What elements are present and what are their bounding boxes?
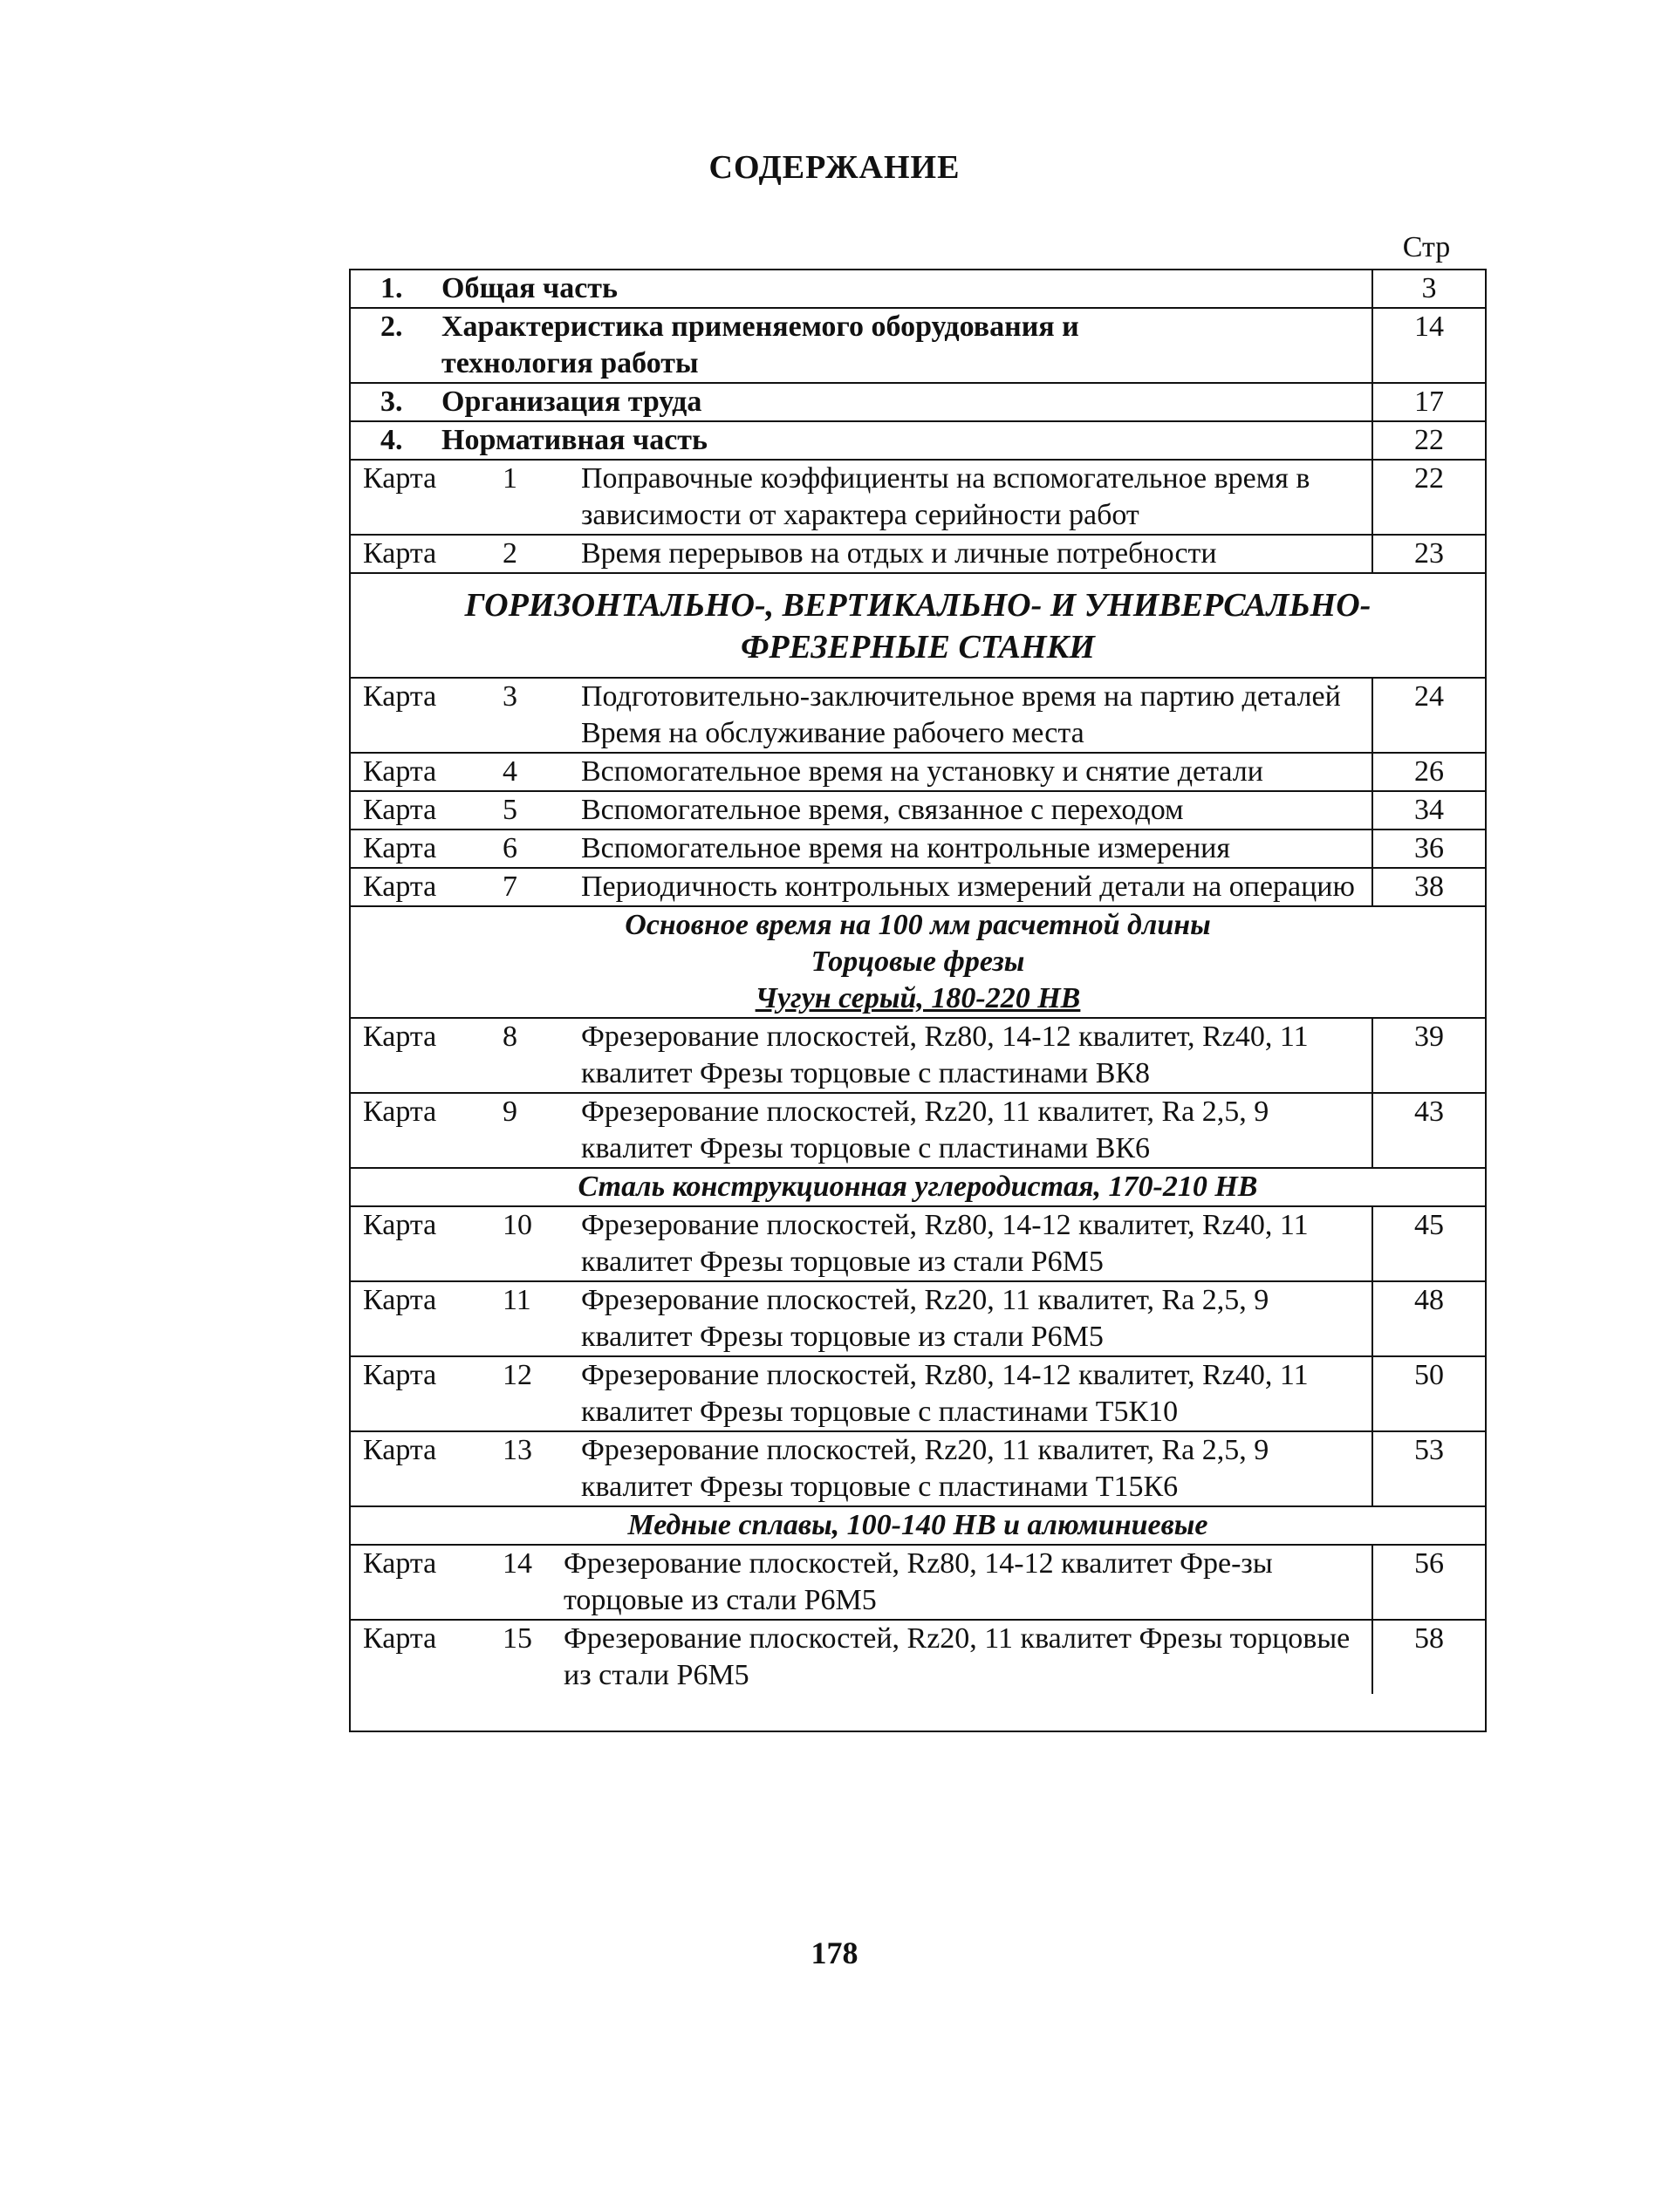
card-title: Периодичность контрольных измерений детали на операцию bbox=[581, 870, 1355, 903]
card-number: 7 bbox=[503, 870, 517, 903]
card-label: Карта bbox=[363, 1434, 437, 1466]
page-ref: 58 bbox=[1371, 1621, 1485, 1694]
card-number: 15 bbox=[503, 1622, 532, 1655]
toc-row bbox=[351, 534, 1485, 572]
page-ref: 34 bbox=[1371, 792, 1485, 829]
page-ref: 50 bbox=[1371, 1357, 1485, 1430]
heading-main-line3: Чугун серый, 180-220 НВ bbox=[755, 982, 1081, 1014]
page-ref: 36 bbox=[1371, 830, 1485, 867]
toc-row bbox=[351, 1280, 1485, 1355]
section-title: Организация труда bbox=[441, 386, 702, 418]
toc-row bbox=[351, 867, 1485, 905]
card-title: Фрезерование плоскостей, Rz20, 11 квалитет Фрезы торцовые из стали Р6М5 bbox=[564, 1622, 1351, 1691]
toc-row bbox=[351, 382, 1485, 420]
card-label: Карта bbox=[363, 462, 437, 495]
page-ref: 39 bbox=[1371, 1019, 1485, 1092]
card-label: Карта bbox=[363, 1209, 437, 1241]
card-label: Карта bbox=[363, 870, 437, 903]
heading-alloys: Медные сплавы, 100-140 НВ и алюминиевые bbox=[627, 1509, 1208, 1541]
card-title: Вспомогательное время на контрольные измерения bbox=[581, 832, 1230, 864]
card-title: Фрезерование плоскостей, Rz20, 11 квалитет, Ra 2,5, 9 квалитет Фрезы торцовые из стали Р6М5 bbox=[581, 1284, 1269, 1353]
page-ref: 23 bbox=[1371, 536, 1485, 572]
page-ref: 43 bbox=[1371, 1094, 1485, 1167]
card-title: Вспомогательное время, связанное с переходом bbox=[581, 794, 1184, 826]
heading-main-line2: Торцовые фрезы bbox=[811, 946, 1025, 978]
card-number: 14 bbox=[503, 1547, 532, 1580]
card-title: Фрезерование плоскостей, Rz80, 14-12 квалитет Фре-зы торцовые из стали Р6М5 bbox=[564, 1547, 1273, 1616]
card-label: Карта bbox=[363, 755, 437, 788]
toc-row bbox=[351, 307, 1485, 382]
page-ref: 26 bbox=[1371, 754, 1485, 790]
toc-row bbox=[351, 1544, 1485, 1619]
card-number: 4 bbox=[503, 755, 517, 788]
toc-row bbox=[351, 752, 1485, 790]
page-ref: 45 bbox=[1371, 1207, 1485, 1280]
page-ref: 56 bbox=[1371, 1546, 1485, 1619]
card-number: 9 bbox=[503, 1096, 517, 1128]
toc-row bbox=[351, 420, 1485, 459]
card-label: Карта bbox=[363, 680, 437, 713]
section-number: 4. bbox=[380, 424, 403, 456]
card-title: Фрезерование плоскостей, Rz20, 11 квалитет, Ra 2,5, 9 квалитет Фрезы торцовые с пластинами Т15К6 bbox=[581, 1434, 1269, 1503]
toc-row bbox=[351, 829, 1485, 867]
card-title: Фрезерование плоскостей, Rz80, 14-12 квалитет, Rz40, 11 квалитет Фрезы торцовые с пластинами ВК8 bbox=[581, 1021, 1309, 1089]
toc-row bbox=[351, 1017, 1485, 1092]
page-ref: 22 bbox=[1371, 422, 1485, 459]
page-number: 178 bbox=[811, 1936, 858, 1970]
group-heading bbox=[351, 1167, 1485, 1205]
page-ref: 38 bbox=[1371, 869, 1485, 905]
card-number: 11 bbox=[503, 1284, 531, 1316]
card-number: 5 bbox=[503, 794, 517, 826]
page-ref: 14 bbox=[1371, 309, 1485, 382]
card-number: 2 bbox=[503, 537, 517, 570]
card-number: 3 bbox=[503, 680, 517, 713]
page-title: СОДЕРЖАНИЕ bbox=[708, 149, 961, 186]
toc-row bbox=[351, 1619, 1485, 1731]
card-title: Фрезерование плоскостей, Rz80, 14-12 квалитет, Rz40, 11 квалитет Фрезы торцовые с пластинами Т5К10 bbox=[581, 1359, 1309, 1428]
toc-row bbox=[351, 790, 1485, 829]
section-title: Нормативная часть bbox=[441, 424, 708, 456]
card-title: Время перерывов на отдых и личные потребности bbox=[581, 537, 1217, 570]
section-number: 1. bbox=[380, 272, 403, 304]
group-heading bbox=[351, 572, 1485, 677]
card-number: 13 bbox=[503, 1434, 532, 1466]
card-label: Карта bbox=[363, 794, 437, 826]
section-title: Общая часть bbox=[441, 272, 618, 304]
card-number: 10 bbox=[503, 1209, 532, 1241]
card-number: 8 bbox=[503, 1021, 517, 1053]
contents-table bbox=[349, 269, 1487, 1732]
toc-row bbox=[351, 677, 1485, 752]
card-number: 6 bbox=[503, 832, 517, 864]
toc-row bbox=[351, 1205, 1485, 1280]
card-label: Карта bbox=[363, 1359, 437, 1391]
toc-row bbox=[351, 1092, 1485, 1167]
card-label: Карта bbox=[363, 1284, 437, 1316]
heading-machines: ГОРИЗОНТАЛЬНО-, ВЕРТИКАЛЬНО- И УНИВЕРСАЛЬНО-ФРЕЗЕРНЫЕ СТАНКИ bbox=[464, 587, 1371, 666]
page-ref: 17 bbox=[1371, 384, 1485, 420]
toc-row bbox=[351, 270, 1485, 307]
card-label: Карта bbox=[363, 1096, 437, 1128]
group-heading bbox=[351, 1505, 1485, 1544]
page-ref: 3 bbox=[1371, 270, 1485, 307]
card-title: Подготовительно-заключительное время на партию деталей Время на обслуживание рабочего места bbox=[581, 680, 1341, 749]
page-ref: 53 bbox=[1371, 1432, 1485, 1505]
toc-row bbox=[351, 459, 1485, 534]
page-ref: 48 bbox=[1371, 1282, 1485, 1355]
group-heading bbox=[351, 905, 1485, 1017]
card-label: Карта bbox=[363, 1622, 437, 1655]
page-ref: 22 bbox=[1371, 461, 1485, 534]
heading-steel: Сталь конструкционная углеродистая, 170-210 НВ bbox=[578, 1171, 1258, 1203]
section-number: 2. bbox=[380, 311, 403, 343]
toc-row bbox=[351, 1355, 1485, 1430]
card-label: Карта bbox=[363, 1021, 437, 1053]
card-title: Фрезерование плоскостей, Rz20, 11 квалитет, Ra 2,5, 9 квалитет Фрезы торцовые с пластинами ВК6 bbox=[581, 1096, 1269, 1164]
heading-main-line1: Основное время на 100 мм расчетной длины bbox=[625, 909, 1211, 941]
card-title: Фрезерование плоскостей, Rz80, 14-12 квалитет, Rz40, 11 квалитет Фрезы торцовые из стали Р6М5 bbox=[581, 1209, 1309, 1278]
card-number: 1 bbox=[503, 462, 517, 495]
card-label: Карта bbox=[363, 1547, 437, 1580]
toc-row bbox=[351, 1430, 1485, 1505]
page-ref: 24 bbox=[1371, 679, 1485, 752]
section-number: 3. bbox=[380, 386, 403, 418]
page-column-label: Стр bbox=[1402, 231, 1451, 263]
card-label: Карта bbox=[363, 832, 437, 864]
card-title: Вспомогательное время на установку и снятие детали bbox=[581, 755, 1263, 788]
card-number: 12 bbox=[503, 1359, 532, 1391]
card-title: Поправочные коэффициенты на вспомогательное время в зависимости от характера серийности работ bbox=[581, 462, 1310, 531]
section-title: Характеристика применяемого оборудования и технология работы bbox=[441, 311, 1079, 379]
card-label: Карта bbox=[363, 537, 437, 570]
